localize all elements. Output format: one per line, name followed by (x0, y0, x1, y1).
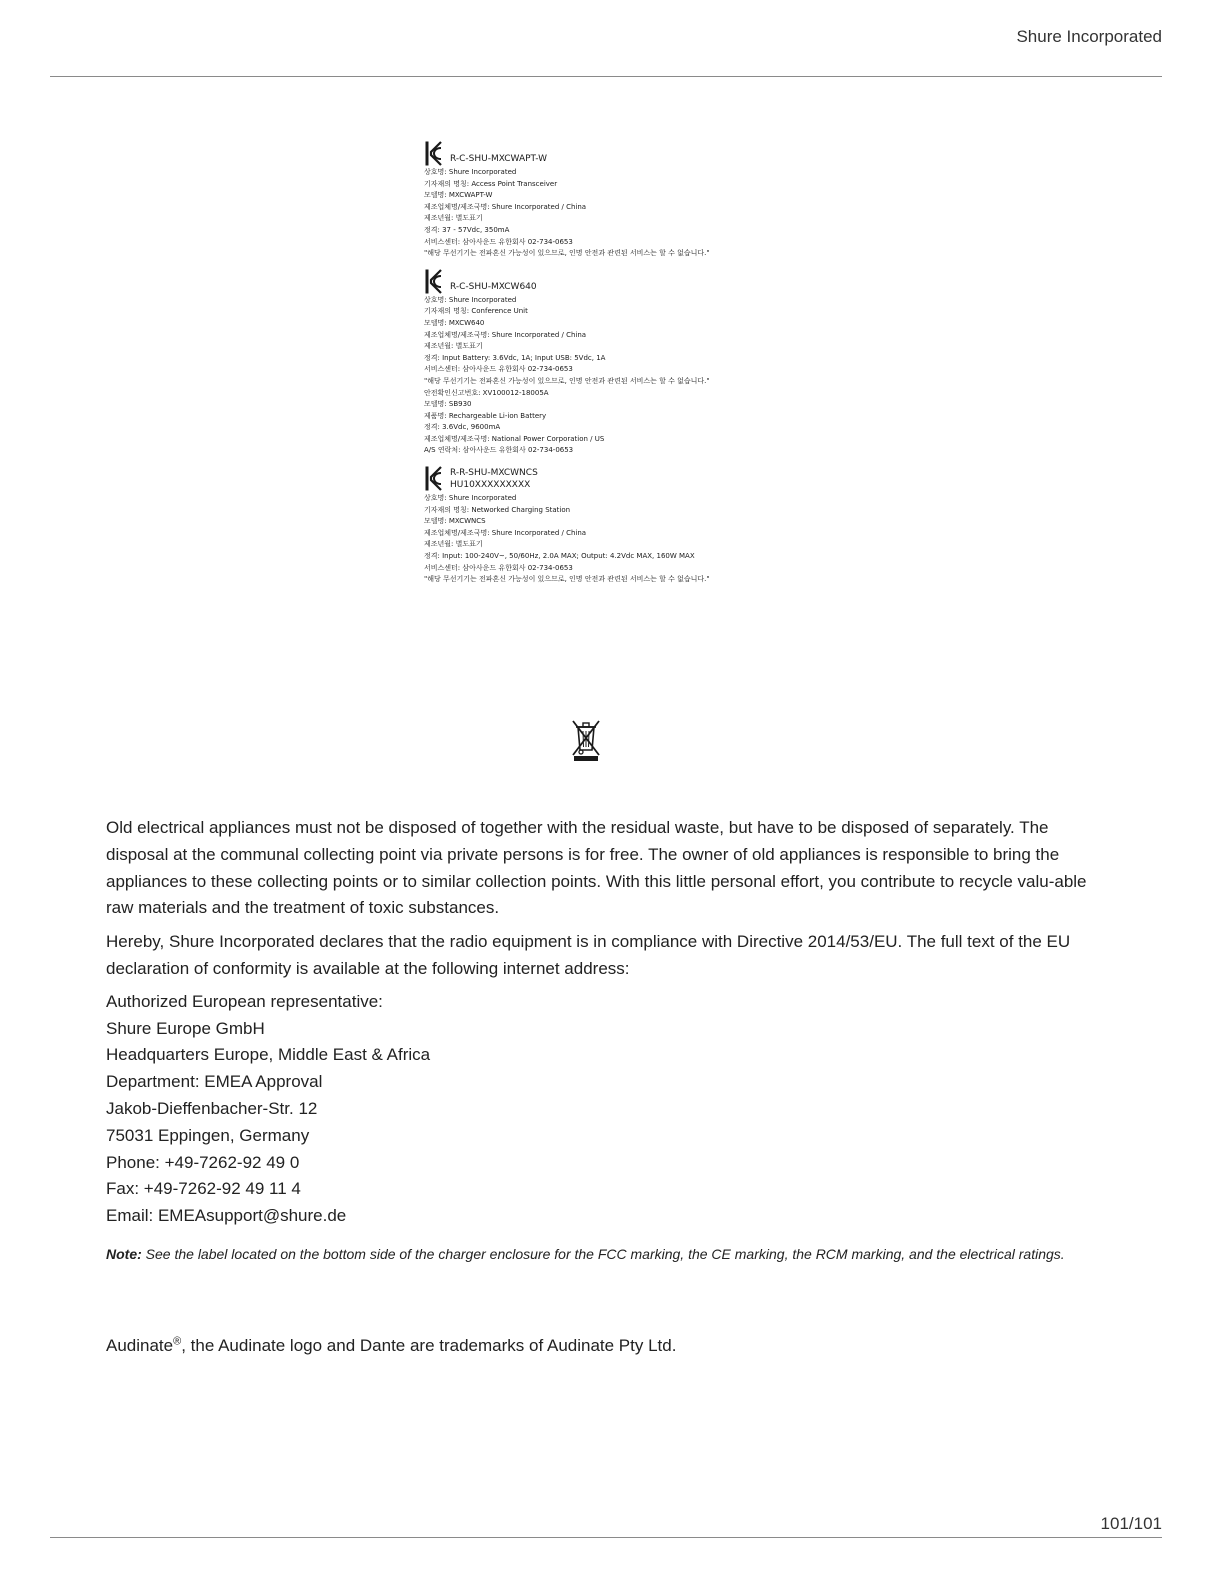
address-line: Email: EMEAsupport@shure.de (106, 1206, 347, 1226)
kc-label-line: 안전확인신고번호: XV100012-18005A (424, 388, 549, 397)
kc-label-line: 서비스센터: 삼아사운드 유한회사 02-734-0653 (424, 563, 573, 572)
kc-certification-code: R-C-SHU-MXCW640 (450, 281, 537, 292)
weee-disposal-paragraph: Old electrical appliances must not be disposed of together with the residual waste, but have to be disposed of separately. The disposal at the communal collecting point via private persons is for free. The owner of old appliances is responsible to bring the appliances to these collecting points or to similar collection points. With this little personal effort, you contribute to recycle valu-able raw materials and the treatment of toxic substances. (106, 818, 1087, 918)
kc-label-line: "해당 무선기기는 전파혼신 가능성이 있으므로, 인명 안전과 관련된 서비스는 할 수 없습니다." (424, 249, 710, 258)
kc-label-line: 서비스센터: 삼아사운드 유한회사 02-734-0653 (424, 365, 573, 374)
trademark-notice (106, 1333, 1110, 1360)
kc-label-line: 정격: 37 - 57Vdc, 350mA (424, 225, 510, 234)
kc-mark-icon (424, 268, 444, 295)
kc-label-block (424, 140, 784, 260)
address-line: Authorized European representative: (106, 991, 383, 1011)
kc-label-line: "해당 무선기기는 전파혼신 가능성이 있으므로, 인명 안전과 관련된 서비스는 할 수 없습니다." (424, 575, 710, 584)
kc-label-line: 제조년월: 별도표기 (424, 540, 483, 549)
address-line: Phone: +49-7262-92 49 0 (106, 1152, 300, 1172)
kc-label-line: 제조년월: 별도표기 (424, 342, 483, 351)
kc-label-line: 정격: 3.6Vdc, 9600mA (424, 423, 501, 432)
kc-label-line: 상호명: Shure Incorporated (424, 494, 517, 503)
kc-label-line: 제조업체명/제조국명: Shure Incorporated / China (424, 528, 587, 537)
note-text: See the label located on the bottom side of the charger enclosure for the FCC marking, the CE marking, the RCM marking, and the electrical ratings. (141, 1245, 1065, 1262)
kc-label-line: 모델명: MXCWNCS (424, 517, 486, 526)
address-line: Department: EMEA Approval (106, 1072, 323, 1092)
kc-label-header (424, 268, 784, 295)
kc-certification-code: R-C-SHU-MXCWAPT-W (450, 154, 547, 164)
kc-label-header (424, 140, 784, 167)
kc-label-line: 정격: Input Battery: 3.6Vdc, 1A; Input USB: 5Vdc, 1A (424, 353, 606, 362)
page-number: 101/101 (1100, 1514, 1162, 1533)
kc-label-line: 모델명: MXCW640 (424, 318, 485, 327)
address-line: Fax: +49-7262-92 49 11 4 (106, 1179, 301, 1199)
declaration-paragraph: Hereby, Shure Incorporated declares that the radio equipment is in compliance with Directive 2014/53/EU. The full text of the EU declaration of conformity is available at the following internet address: (106, 932, 1071, 978)
address-line: 75031 Eppingen, Germany (106, 1125, 310, 1145)
weee-crossed-bin-icon (570, 718, 602, 762)
kc-label-block (424, 268, 784, 457)
kc-label-line: 기자재의 명칭: Access Point Transceiver (424, 179, 558, 188)
eu-representative-address (106, 989, 1110, 1230)
note (106, 1244, 1110, 1264)
header-divider (50, 76, 1162, 77)
kc-label-line: 서비스센터: 삼아사운드 유한회사 02-734-0653 (424, 237, 573, 246)
kc-label-line: "해당 무선기기는 전파혼신 가능성이 있으므로, 인명 안전과 관련된 서비스는 할 수 없습니다." (424, 376, 710, 385)
address-line: Jakob-Dieffenbacher-Str. 12 (106, 1098, 318, 1118)
note-label: Note: (106, 1245, 142, 1262)
main-content (106, 815, 1110, 1360)
kc-label-line: 모델명: MXCWAPT-W (424, 191, 493, 200)
registered-mark: ® (173, 1335, 182, 1348)
kc-label-line: 제조년월: 별도표기 (424, 214, 483, 223)
kc-label-line: 제조업체명/제조국명: Shure Incorporated / China (424, 202, 587, 211)
kc-mark-icon (424, 465, 444, 492)
kc-mark-icon (424, 140, 444, 167)
address-line: Headquarters Europe, Middle East & Africa (106, 1045, 431, 1065)
footer-divider (50, 1537, 1162, 1538)
kc-label-block (424, 465, 784, 586)
kc-label-line: 상호명: Shure Incorporated (424, 295, 517, 304)
kc-serial-code: HU10XXXXXXXXX (450, 480, 531, 491)
header-company-name: Shure Incorporated (1016, 27, 1162, 46)
kc-label-line: 제품명: Rechargeable Li-ion Battery (424, 411, 547, 420)
kc-label-line: A/S 연락처: 삼아사운드 유한회사 02-734-0653 (424, 446, 574, 455)
kc-label-line: 상호명: Shure Incorporated (424, 168, 517, 176)
kc-label-line: 기자재의 명칭: Networked Charging Station (424, 505, 571, 514)
kc-label-line: 제조업체명/제조국명: Shure Incorporated / China (424, 330, 587, 339)
kc-certification-code: R-R-SHU-MXCWNCS (450, 468, 538, 479)
kc-label-line: 모델명: SB930 (424, 400, 472, 409)
kc-label-header (424, 465, 784, 493)
trademark-text: , the Audinate logo and Dante are trademarks of Audinate Pty Ltd. (181, 1335, 677, 1355)
kc-certification-labels (424, 140, 784, 594)
kc-label-line: 제조업체명/제조국명: National Power Corporation / US (424, 434, 605, 443)
trademark-name: Audinate (106, 1335, 174, 1355)
kc-label-line: 정격: Input: 100-240V~, 50/60Hz, 2.0A MAX; Output: 4.2Vdc MAX, 160W MAX (424, 552, 695, 561)
kc-label-line: 기자재의 명칭: Conference Unit (424, 307, 528, 316)
address-line: Shure Europe GmbH (106, 1018, 265, 1038)
